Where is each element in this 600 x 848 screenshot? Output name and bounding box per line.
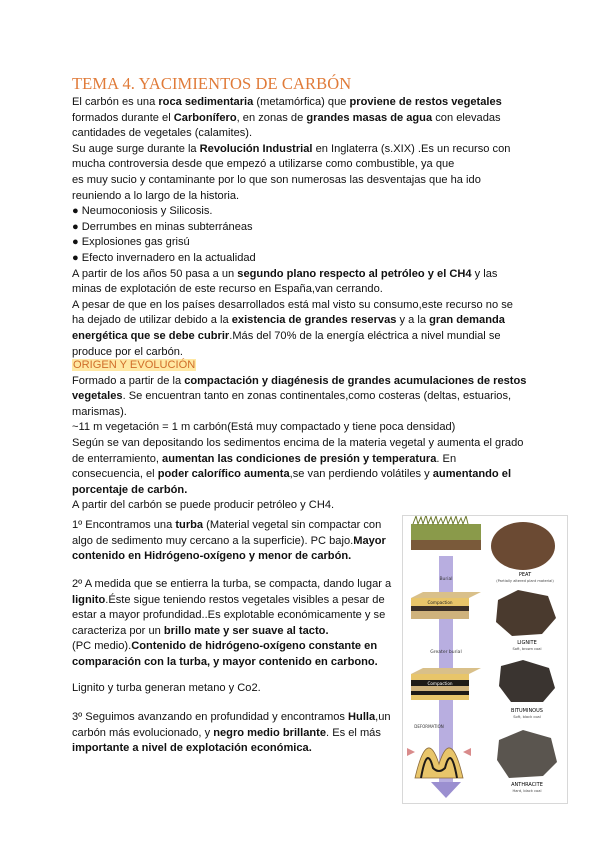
page-title: TEMA 4. YACIMIENTOS DE CARBÓN <box>72 74 352 93</box>
methane-note: Lignito y turba generan metano y Co2. <box>72 682 261 694</box>
lignite-block <box>411 592 481 619</box>
intro-line: minas de explotación de este recurso en España,van cerrando. <box>72 283 383 296</box>
anthracite-sample-image <box>497 730 557 778</box>
stage-line: 3º Seguimos avanzando en profundidad y encontramos Hulla,un <box>72 711 391 723</box>
bullet-item: ● Neumoconiosis y Silicosis. <box>72 205 213 218</box>
process-arrow-head <box>431 782 461 798</box>
stage-line: 1º Encontramos una turba (Material vegetal sin compactar con <box>72 519 382 531</box>
stage-line: caracteriza por un brillo mate y ser suave al tacto. <box>72 624 329 637</box>
intro-line: A pesar de que en los países desarrollados está mal visto su consumo,este recurso no se <box>72 298 513 311</box>
stage-bituminous <box>72 710 392 757</box>
peat-sample-image <box>491 522 555 570</box>
stage-line: importante a nivel de explotación económica. <box>72 742 312 755</box>
stage-line: comparación con la turba, y mayor contenido en carbono. <box>72 655 378 668</box>
coal-formation-diagram <box>403 516 567 803</box>
stage-line: contenido en Hidrógeno-oxígeno y menor de carbón. <box>72 550 352 563</box>
intro-line: formados durante el Carbonífero, en zonas de grandes masas de agua con elevadas <box>72 111 501 124</box>
origin-line: A partir del carbón se puede producir petróleo y CH4. <box>72 499 335 512</box>
coal-formation-figure <box>402 515 568 804</box>
peat-sub-label: (Partially altered plant material) <box>496 579 554 583</box>
intro-line: energética que se debe cubrir.Más del 70% de la energía eléctrica a nivel mundial se <box>72 329 501 342</box>
lignite-sample-image <box>496 590 556 636</box>
section-heading: ORIGEN Y EVOLUCIÓN <box>73 359 196 371</box>
peat-block <box>411 516 481 550</box>
lignite-sub-label: Soft, brown coal <box>512 647 542 651</box>
stage-line: carbón más evolucionado, y negro medio brillante. Es el más <box>72 726 381 739</box>
origin-line: Formado a partir de la compactación y diagénesis de grandes acumulaciones de restos <box>72 374 527 387</box>
origin-line: vegetales. Se encuentran tanto en zonas continentales,como costeras (deltas, estuarios, <box>72 390 512 403</box>
stage-lignite <box>72 577 392 671</box>
origin-line: de enterramiento, aumentan las condiciones de presión y temperatura. En <box>72 452 457 465</box>
anthracite-label: ANTHRACITE <box>511 782 543 788</box>
origin-section <box>72 358 532 514</box>
compaction-label-2: Compaction <box>427 681 453 686</box>
intro-line: Su auge surge durante la Revolución Industrial en Inglaterra (s.XIX) .Es un recurso con <box>72 142 511 155</box>
intro-line: mucha controversia desde que empezó a utilizarse como combustible, ya que <box>72 158 455 171</box>
origin-line: consecuencia, el poder calorífico aumenta,se van perdiendo volátiles y aumentando el <box>72 468 512 481</box>
bituminous-label: BITUMINOUS <box>511 708 543 714</box>
greater-burial-label: Greater burial <box>430 650 462 655</box>
intro-section <box>72 95 532 360</box>
stage-line: (PC medio).Contenido de hidrógeno-oxígeno constante en <box>72 640 378 653</box>
origin-line: Según se van depositando los sedimentos encima de la materia vegetal y aumenta el grado <box>72 436 524 449</box>
lignite-label: LIGNITE <box>517 640 537 646</box>
compaction-label-1: Compaction <box>427 600 453 605</box>
peat-label: PEAT <box>518 572 532 578</box>
stage-line: 2º A medida que se entierra la turba, se compacta, dando lugar a <box>72 578 392 590</box>
origin-line: marismas). <box>72 405 127 418</box>
stage-line: estar a mayor profundidad..Es explotable económicamente y se <box>72 609 386 622</box>
bullet-item: ● Efecto invernadero en la actualidad <box>72 251 256 264</box>
intro-line: cantidades de vegetales (calamites). <box>72 127 253 140</box>
bullet-item: ● Explosiones gas grisú <box>72 236 190 249</box>
anthracite-sub-label: Hard, black coal <box>512 789 542 793</box>
intro-line: El carbón es una roca sedimentaria (metamórfica) que proviene de restos vegetales <box>72 96 502 108</box>
origin-line: porcentaje de carbón. <box>72 483 188 496</box>
stage-line: lignito.Éste sigue teniendo restos vegetales visibles a pesar de <box>72 593 385 606</box>
intro-line: reuniendo a lo largo de la historia. <box>72 189 240 202</box>
bullet-item: ● Derrumbes en minas subterráneas <box>72 220 253 233</box>
stage-line: algo de sedimento muy cercano a la superficie). PC bajo.Mayor <box>72 534 386 547</box>
burial-label: Burial <box>439 577 453 582</box>
intro-line: A partir de los años 50 pasa a un segundo plano respecto al petróleo y el CH4 y las <box>72 267 498 280</box>
bituminous-sub-label: Soft, black coal <box>513 715 541 719</box>
intro-line: es muy sucio y contaminante por lo que son numerosas las desventajas que ha ido <box>72 173 481 186</box>
intro-line: ha dejado de utilizar debido a la existencia de grandes reservas y a la gran demanda <box>72 314 505 327</box>
deformation-label: DEFORMATION <box>414 724 444 729</box>
stage-peat <box>72 518 392 565</box>
intro-line: produce por el carbón. <box>72 345 184 358</box>
bituminous-sample-image <box>499 660 555 702</box>
origin-line: ~11 m vegetación = 1 m carbón(Está muy compactado y tiene poca densidad) <box>72 421 456 434</box>
